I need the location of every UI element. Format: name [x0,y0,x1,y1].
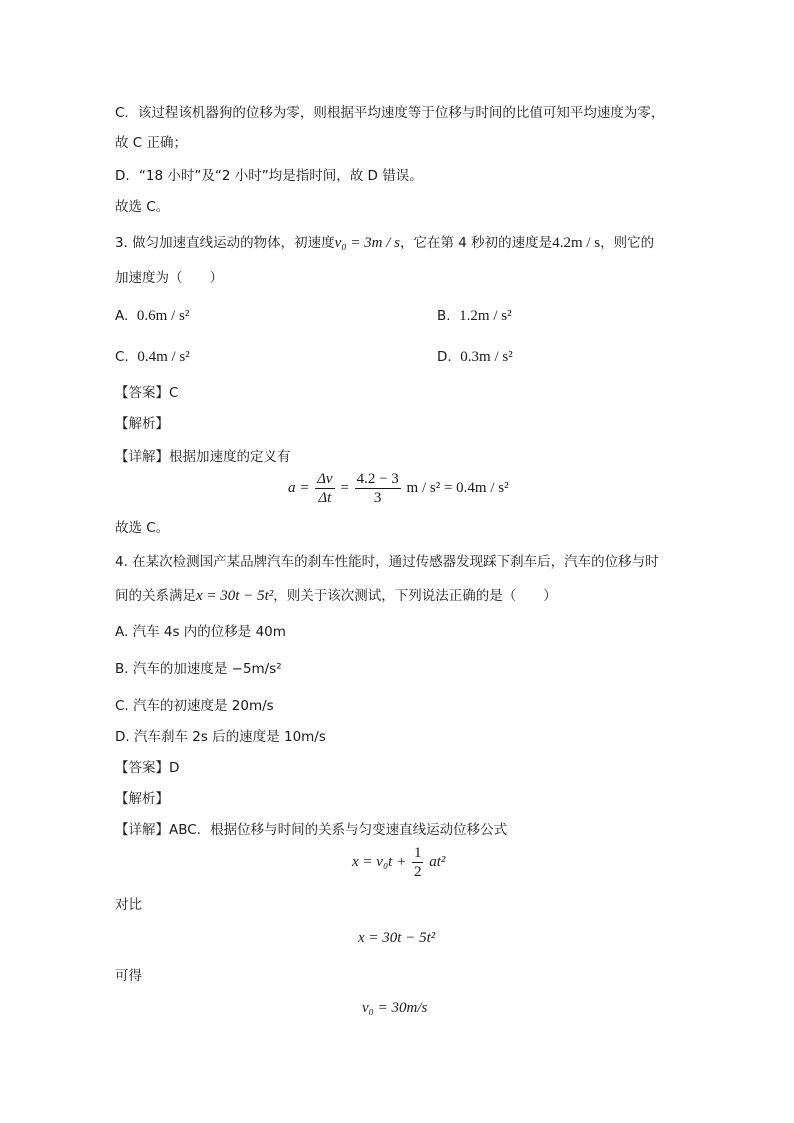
option-a [115,306,189,326]
fraction-denominator: 3 [373,490,382,506]
answer-line: 【答案】C [115,385,179,401]
option-value: 0.6m / s² [136,308,190,324]
option-label: C. [115,349,129,365]
question-4-stem [115,586,557,606]
fraction [355,470,401,507]
option-value: 1.2m / s² [459,308,512,324]
equation-lhs: x = v₀t + [352,853,407,870]
text-line: C．该过程该机器狗的位移为零，则根据平均速度等于位移与时间的比值可知平均速度为零， [115,105,665,121]
text-line: 对比 [115,897,142,913]
q4-equation: x = 30t − 5t² [196,588,274,604]
analysis-line: 【解析】 [115,791,169,807]
option-value: 0.4m / s² [137,349,190,365]
option-d [437,347,513,367]
fraction [315,470,334,507]
q3-text: ，则它的 [600,235,655,251]
text-line: 故选 C。 [115,520,170,536]
equals-sign: = [340,479,349,496]
q4-text: 间的关系满足 [115,588,196,604]
option-label: B. [437,308,451,324]
initial-velocity-result: v₀ = 30m/s [362,1000,428,1016]
question-4-stem: 4. 在某次检测国产某品牌汽车的刹车性能时，通过传感器发现踩下刹车后，汽车的位移与时 [115,554,659,570]
fraction-numerator: Δv [317,471,333,487]
detail-line: 【详解】根据加速度的定义有 [115,449,291,465]
detail-line: 【详解】ABC．根据位移与时间的关系与匀变速直线运动位移公式 [115,822,508,838]
option-b [437,306,512,326]
equation-rhs: m / s² = 0.4m / s² [406,479,509,496]
fraction-denominator: 2 [413,864,422,880]
text-line: 故 C 正确； [115,135,188,151]
fraction [412,844,424,881]
option-label: D. [437,349,452,365]
displacement-formula [352,844,445,881]
equation-rhs: at² [429,853,446,870]
option-a: A. 汽车 4s 内的位移是 40m [115,624,286,640]
q4-text: ，则关于该次测试，下列说法正确的是（ ） [273,588,557,604]
question-3-stem [115,233,654,253]
fraction-denominator: Δt [318,490,332,506]
option-c [115,347,190,367]
fraction-numerator: 4.2 − 3 [356,471,399,487]
given-equation: x = 30t − 5t² [358,930,436,946]
fraction-numerator: 1 [413,845,422,861]
q3-velocity: 4.2m / s [552,235,601,251]
text-line: D．“18 小时”及“2 小时”均是指时间，故 D 错误。 [115,168,423,184]
option-b: B. 汽车的加速度是 −5m/s² [115,661,282,677]
option-label: A. [115,308,129,324]
option-d: D. 汽车刹车 2s 后的速度是 10m/s [115,729,326,745]
q3-text: ，它在第 4 秒初的速度是 [400,235,553,251]
equation-lhs: a = [288,479,310,496]
text-line: 故选 C。 [115,199,170,215]
analysis-line: 【解析】 [115,416,169,432]
option-c: C. 汽车的初速度是 20m/s [115,698,274,714]
q3-initial-velocity: v₀ = 3m / s [334,235,401,251]
text-line: 可得 [115,968,142,984]
q3-text: 3. 做匀加速直线运动的物体，初速度 [115,235,335,251]
answer-line: 【答案】D [115,760,180,776]
text-line: 加速度为（ ） [115,270,223,286]
option-value: 0.3m / s² [460,349,513,365]
acceleration-equation [288,470,509,507]
